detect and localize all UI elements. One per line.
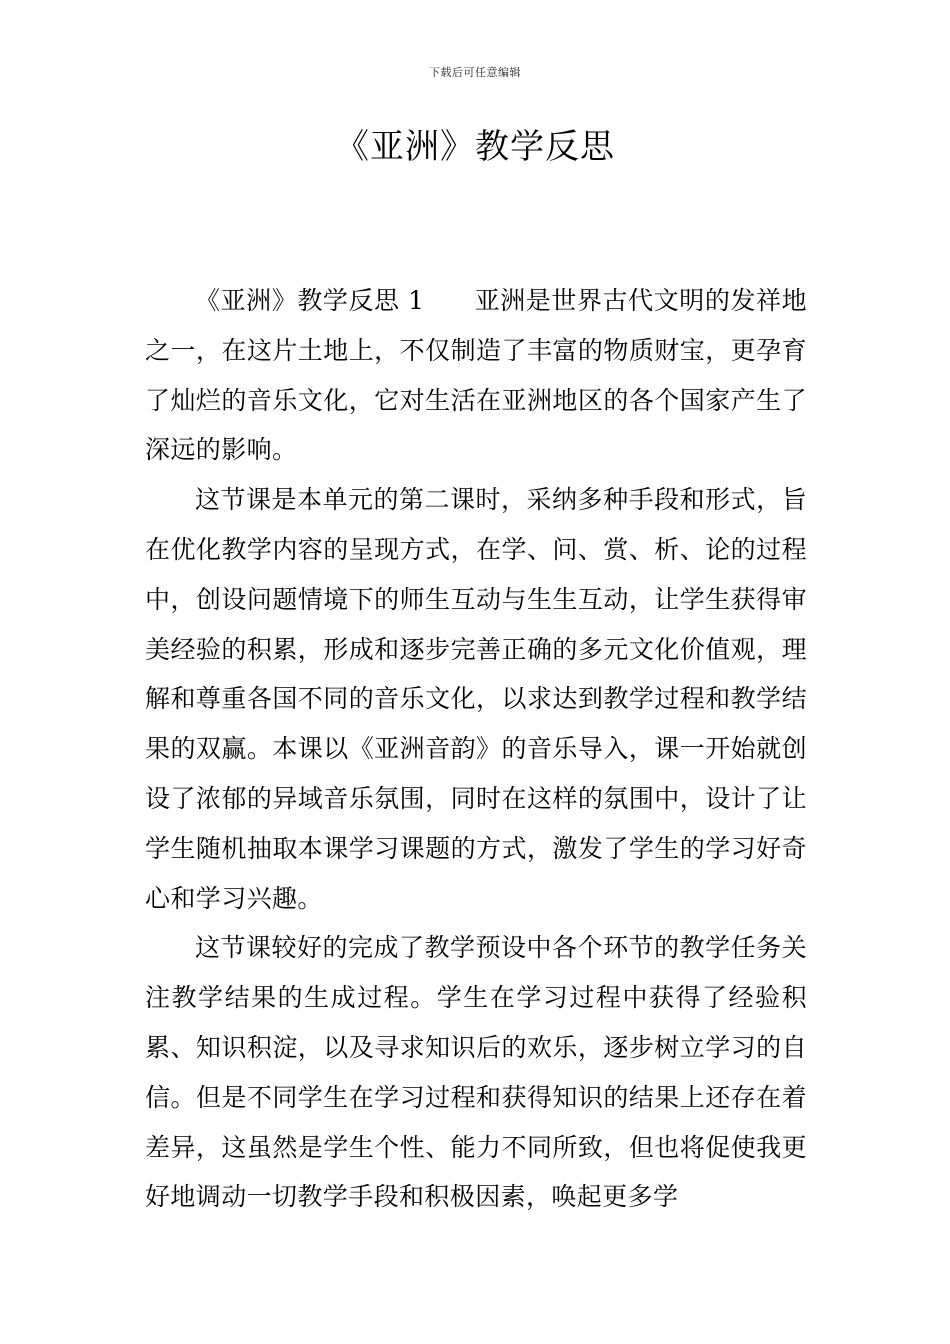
paragraph-2: 这节课是本单元的第二课时，采纳多种手段和形式，旨在优化教学内容的呈现方式，在学、问、赏、析、论的过程中，创设问题情境下的师生互动与生生互动，让学生获得审美经验的积累，形成和逐步完善正确的多元文化价值观，理解和尊重各国不同的音乐文化，以求达到教学过程和教学结果的双赢。本课以《亚洲音韵》的音乐导入，课一开始就创设了浓郁的异域音乐氛围，同时在这样的氛围中，设计了让学生随机抽取本课学习课题的方式，激发了学生的学习好奇心和学习兴趣。 (145, 485, 807, 913)
header-note: 下载后可任意编辑 (429, 66, 521, 79)
paragraph-3: 这节课较好的完成了教学预设中各个环节的教学任务关注教学结果的生成过程。学生在学习过程中获得了经验积累、知识积淀，以及寻求知识后的欢乐，逐步树立学习的自信。但是不同学生在学习过程和获得知识的结果上还存在着差异，这虽然是学生个性、能力不同所致，但也将促使我更好地调动一切教学手段和积极因素，唤起更多学 (145, 933, 807, 1212)
paragraph-1 (145, 276, 807, 475)
section-heading: 《亚洲》教学反思 1 (195, 286, 425, 315)
document-title: 《亚洲》教学反思 (335, 127, 615, 167)
document-body (145, 276, 807, 1222)
paragraph-1-text: 亚洲是世界古代文明的发祥地之一，在这片土地上，不仅制造了丰富的物质财宝，更孕育了灿烂的音乐文化，它对生活在亚洲地区的各个国家产生了深远的影响。 (145, 286, 807, 465)
